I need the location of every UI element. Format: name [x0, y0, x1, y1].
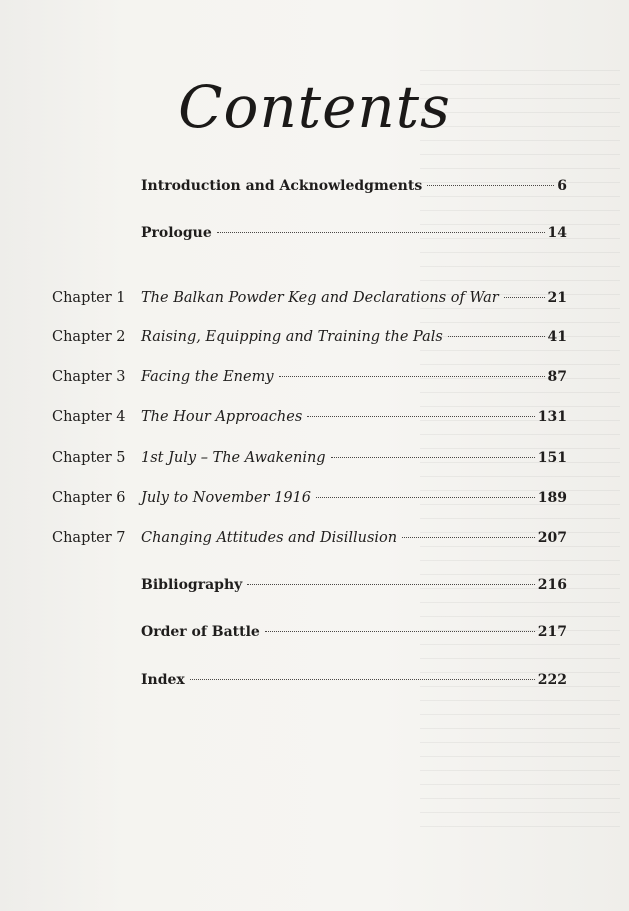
toc-entry-bibliography[interactable] [0, 573, 629, 597]
page-number: 131 [537, 409, 567, 425]
page-number: 87 [547, 369, 567, 385]
page-number: 207 [537, 530, 567, 546]
toc-entry-index[interactable] [0, 668, 629, 692]
page-number: 21 [547, 290, 567, 306]
entry-title: Index [141, 672, 185, 688]
entry-title: Bibliography [141, 577, 243, 593]
chapter-label: Chapter 5 [52, 450, 126, 466]
dot-leader [217, 231, 545, 233]
chapter-label: Chapter 1 [52, 290, 126, 306]
entry-title: Facing the Enemy [141, 369, 274, 385]
page-number: 222 [537, 672, 567, 688]
dot-leader [427, 184, 554, 186]
toc-entry-order-of-battle[interactable] [0, 620, 629, 644]
entry-title: The Balkan Powder Keg and Declarations of War [141, 290, 499, 306]
entry-title: July to November 1916 [141, 490, 311, 506]
entry-title: The Hour Approaches [141, 409, 303, 425]
dot-leader [331, 456, 535, 458]
toc-entry-chapter-2[interactable] [0, 325, 629, 349]
toc-entry-chapter-1[interactable] [0, 286, 629, 310]
page-number: 41 [547, 329, 567, 345]
chapter-label: Chapter 3 [52, 369, 126, 385]
dot-leader [402, 536, 535, 538]
page-title: Contents [178, 73, 451, 141]
chapter-label: Chapter 4 [52, 409, 126, 425]
dot-leader [190, 678, 535, 680]
page-number: 217 [537, 624, 567, 640]
toc-entry-prologue[interactable] [0, 221, 629, 245]
entry-title: 1st July – The Awakening [141, 450, 326, 466]
entry-title: Prologue [141, 225, 212, 241]
entry-title: Raising, Equipping and Training the Pals [141, 329, 443, 345]
toc-entry-chapter-7[interactable] [0, 526, 629, 550]
dot-leader [279, 375, 545, 377]
dot-leader [265, 630, 535, 632]
dot-leader [448, 335, 545, 337]
dot-leader [307, 415, 534, 417]
entry-title: Order of Battle [141, 624, 260, 640]
page-number: 151 [537, 450, 567, 466]
toc-entry-introduction[interactable] [0, 174, 629, 198]
page-number: 6 [557, 178, 567, 194]
dot-leader [316, 496, 535, 498]
page-number: 216 [537, 577, 567, 593]
page-number: 14 [547, 225, 567, 241]
toc-entry-chapter-5[interactable] [0, 446, 629, 470]
dot-leader [247, 583, 535, 585]
toc-entry-chapter-4[interactable] [0, 405, 629, 429]
page-number: 189 [537, 490, 567, 506]
entry-title: Introduction and Acknowledgments [141, 178, 423, 194]
toc-entry-chapter-6[interactable] [0, 486, 629, 510]
dot-leader [504, 296, 545, 298]
chapter-label: Chapter 7 [52, 530, 126, 546]
chapter-label: Chapter 2 [52, 329, 126, 345]
chapter-label: Chapter 6 [52, 490, 126, 506]
entry-title: Changing Attitudes and Disillusion [141, 530, 398, 546]
toc-entry-chapter-3[interactable] [0, 365, 629, 389]
